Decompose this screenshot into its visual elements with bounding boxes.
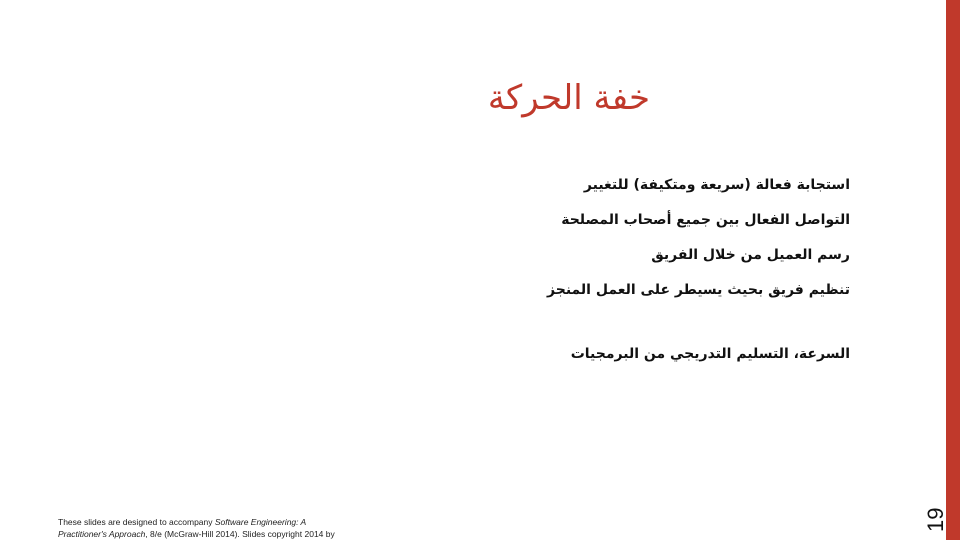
bullet-item: استجابة فعالة (سريعة ومتكيفة) للتغيير (583, 177, 850, 193)
slide-title: خفة الحركة (487, 78, 650, 118)
footer-line-2 (58, 528, 398, 540)
bullet-item: التواصل الفعال بين جميع أصحاب المصلحة (561, 212, 850, 228)
bullet-item: تنظيم فريق بحيث يسيطر على العمل المنجز (547, 282, 850, 298)
accent-sidebar (946, 0, 960, 540)
bullet-list (460, 170, 850, 363)
footer-book-title: Software Engineering: A (214, 517, 307, 527)
footer-text: , 8/e (McGraw-Hill 2014). Slides copyright 2014 by (145, 529, 335, 539)
footer-text: These slides are designed to accompany (58, 517, 215, 527)
bullet-item: السرعة، التسليم التدريجي من البرمجيات (570, 346, 850, 362)
footer-credits (58, 516, 398, 540)
bullet-item: رسم العميل من خلال الفريق (651, 247, 850, 263)
page-number-container (922, 492, 950, 540)
footer-book-subtitle: Practitioner's Approach (58, 529, 146, 539)
page-number: 19 (923, 507, 948, 532)
footer-line-1 (58, 516, 398, 528)
